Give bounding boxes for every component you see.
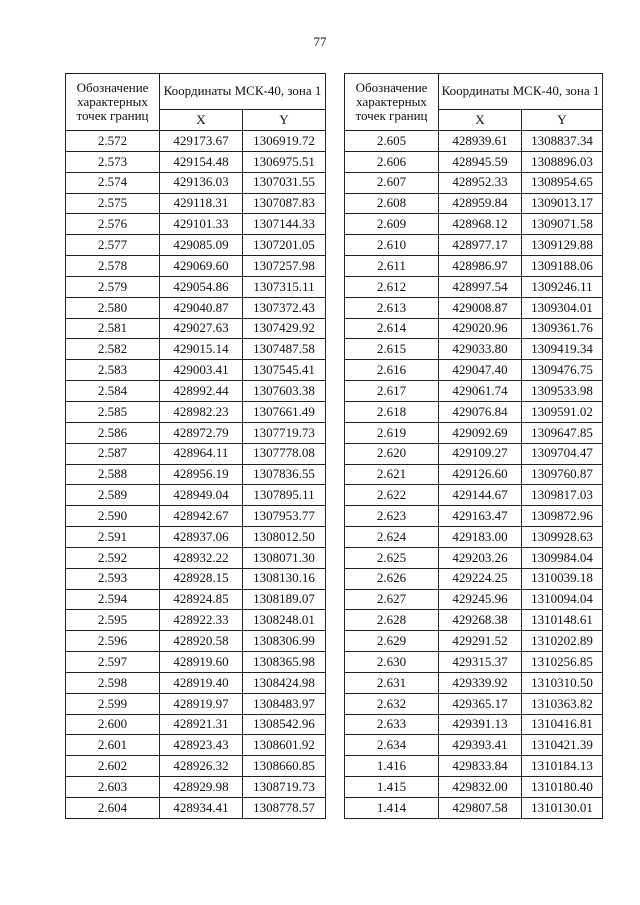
point-id-cell: 2.592 — [66, 547, 160, 568]
table-row — [66, 193, 326, 214]
x-coordinate-cell: 428939.61 — [439, 131, 522, 152]
y-coordinate-cell: 1307603.38 — [243, 381, 326, 402]
point-id-cell: 2.604 — [66, 798, 160, 819]
x-coordinate-cell: 429163.47 — [439, 506, 522, 527]
table-row — [66, 547, 326, 568]
table-row — [345, 631, 603, 652]
table-row — [66, 777, 326, 798]
coordinates-header: Координаты МСК-40, зона 1 — [160, 74, 326, 110]
y-coordinate-cell: 1309817.03 — [522, 485, 603, 506]
point-id-cell: 1.414 — [345, 798, 439, 819]
table-row — [345, 214, 603, 235]
table-row — [66, 672, 326, 693]
point-id-cell: 2.632 — [345, 693, 439, 714]
point-id-cell: 2.600 — [66, 714, 160, 735]
table-row — [345, 589, 603, 610]
y-coordinate-cell: 1310202.89 — [522, 631, 603, 652]
point-id-cell: 2.612 — [345, 276, 439, 297]
point-id-cell: 2.622 — [345, 485, 439, 506]
y-coordinate-cell: 1308601.92 — [243, 735, 326, 756]
point-id-cell: 2.617 — [345, 381, 439, 402]
table-row — [66, 297, 326, 318]
table-row — [345, 318, 603, 339]
point-id-cell: 2.574 — [66, 172, 160, 193]
point-id-cell: 2.616 — [345, 360, 439, 381]
table-row — [66, 443, 326, 464]
x-coordinate-cell: 429020.96 — [439, 318, 522, 339]
point-id-cell: 2.589 — [66, 485, 160, 506]
y-coordinate-cell: 1307895.11 — [243, 485, 326, 506]
coordinates-header: Координаты МСК-40, зона 1 — [439, 74, 603, 110]
point-id-cell: 2.598 — [66, 672, 160, 693]
table-row — [66, 527, 326, 548]
y-coordinate-cell: 1307201.05 — [243, 235, 326, 256]
x-coordinate-cell: 428956.19 — [160, 464, 243, 485]
y-coordinate-cell: 1309591.02 — [522, 401, 603, 422]
table-row — [345, 506, 603, 527]
y-coordinate-cell: 1308189.07 — [243, 589, 326, 610]
x-coordinate-cell: 429040.87 — [160, 297, 243, 318]
table-row — [345, 756, 603, 777]
point-id-cell: 2.621 — [345, 464, 439, 485]
table-row — [66, 506, 326, 527]
y-coordinate-cell: 1309129.88 — [522, 235, 603, 256]
point-id-cell: 2.593 — [66, 568, 160, 589]
x-coordinate-cell: 429268.38 — [439, 610, 522, 631]
x-coordinate-cell: 428977.17 — [439, 235, 522, 256]
x-coordinate-cell: 429315.37 — [439, 652, 522, 673]
point-id-cell: 2.606 — [345, 151, 439, 172]
x-coordinate-cell: 429183.00 — [439, 527, 522, 548]
x-coordinate-cell: 428986.97 — [439, 256, 522, 277]
point-id-cell: 2.584 — [66, 381, 160, 402]
y-coordinate-cell: 1308954.65 — [522, 172, 603, 193]
point-id-cell: 2.578 — [66, 256, 160, 277]
y-coordinate-cell: 1309419.34 — [522, 339, 603, 360]
x-coordinate-cell: 429154.48 — [160, 151, 243, 172]
coordinates-table-left — [65, 73, 326, 819]
table-row — [66, 339, 326, 360]
x-coordinate-cell: 429144.67 — [439, 485, 522, 506]
point-id-cell: 2.629 — [345, 631, 439, 652]
table-body-right — [345, 131, 603, 819]
table-row — [345, 714, 603, 735]
x-coordinate-cell: 429203.26 — [439, 547, 522, 568]
y-coordinate-cell: 1308719.73 — [243, 777, 326, 798]
x-coordinate-cell: 429393.41 — [439, 735, 522, 756]
x-coordinate-cell: 429076.84 — [439, 401, 522, 422]
x-coordinate-cell: 429807.58 — [439, 798, 522, 819]
y-coordinate-cell: 1306975.51 — [243, 151, 326, 172]
y-coordinate-cell: 1310256.85 — [522, 652, 603, 673]
table-row — [66, 693, 326, 714]
x-coordinate-cell: 428992.44 — [160, 381, 243, 402]
x-coordinate-cell: 429224.25 — [439, 568, 522, 589]
table-row — [345, 131, 603, 152]
y-coordinate-cell: 1309071.58 — [522, 214, 603, 235]
y-coordinate-cell: 1307429.92 — [243, 318, 326, 339]
x-coordinate-cell: 428922.33 — [160, 610, 243, 631]
page-number: 77 — [313, 34, 327, 49]
y-coordinate-cell: 1307372.43 — [243, 297, 326, 318]
y-coordinate-cell: 1307545.41 — [243, 360, 326, 381]
table-row — [345, 381, 603, 402]
y-coordinate-cell: 1308365.98 — [243, 652, 326, 673]
y-coordinate-cell: 1309304.01 — [522, 297, 603, 318]
y-coordinate-cell: 1308660.85 — [243, 756, 326, 777]
point-id-cell: 2.583 — [66, 360, 160, 381]
y-coordinate-cell: 1309872.96 — [522, 506, 603, 527]
point-id-cell: 2.626 — [345, 568, 439, 589]
y-coordinate-cell: 1307836.55 — [243, 464, 326, 485]
table-row — [345, 193, 603, 214]
table-row — [66, 735, 326, 756]
point-id-cell: 2.595 — [66, 610, 160, 631]
y-coordinate-cell: 1308778.57 — [243, 798, 326, 819]
x-coordinate-cell: 429061.74 — [439, 381, 522, 402]
point-id-cell: 2.633 — [345, 714, 439, 735]
point-id-cell: 2.630 — [345, 652, 439, 673]
table-row — [345, 151, 603, 172]
x-coordinate-cell: 428959.84 — [439, 193, 522, 214]
y-coordinate-cell: 1308483.97 — [243, 693, 326, 714]
point-id-cell: 2.627 — [345, 589, 439, 610]
point-id-cell: 2.577 — [66, 235, 160, 256]
x-coordinate-cell: 428949.04 — [160, 485, 243, 506]
table-row — [345, 360, 603, 381]
x-coordinate-cell: 428929.98 — [160, 777, 243, 798]
y-coordinate-cell: 1308071.30 — [243, 547, 326, 568]
y-coordinate-cell: 1308012.50 — [243, 527, 326, 548]
point-id-cell: 2.581 — [66, 318, 160, 339]
x-coordinate-cell: 428919.60 — [160, 652, 243, 673]
table-row — [345, 422, 603, 443]
x-coordinate-cell: 429015.14 — [160, 339, 243, 360]
table-row — [345, 485, 603, 506]
x-coordinate-cell: 429003.41 — [160, 360, 243, 381]
table-body-left — [66, 131, 326, 819]
table-row — [66, 756, 326, 777]
x-coordinate-cell: 428997.54 — [439, 276, 522, 297]
table-row — [66, 610, 326, 631]
y-coordinate-cell: 1309704.47 — [522, 443, 603, 464]
y-coordinate-cell: 1310094.04 — [522, 589, 603, 610]
point-id-cell: 2.624 — [345, 527, 439, 548]
point-id-cell: 2.615 — [345, 339, 439, 360]
y-coordinate-cell: 1310148.61 — [522, 610, 603, 631]
point-id-cell: 1.415 — [345, 777, 439, 798]
x-coordinate-cell: 429033.80 — [439, 339, 522, 360]
point-id-cell: 2.608 — [345, 193, 439, 214]
y-coordinate-cell: 1308130.16 — [243, 568, 326, 589]
y-coordinate-cell: 1308248.01 — [243, 610, 326, 631]
x-coordinate-cell: 428945.59 — [439, 151, 522, 172]
table-row — [345, 735, 603, 756]
y-column-header: Y — [522, 109, 603, 130]
x-coordinate-cell: 428972.79 — [160, 422, 243, 443]
point-id-cell: 2.582 — [66, 339, 160, 360]
table-row — [66, 631, 326, 652]
x-coordinate-cell: 429085.09 — [160, 235, 243, 256]
y-coordinate-cell: 1307661.49 — [243, 401, 326, 422]
point-id-cell: 2.599 — [66, 693, 160, 714]
y-coordinate-cell: 1307953.77 — [243, 506, 326, 527]
y-coordinate-cell: 1307487.58 — [243, 339, 326, 360]
point-id-cell: 2.607 — [345, 172, 439, 193]
table-row — [345, 610, 603, 631]
point-id-cell: 2.611 — [345, 256, 439, 277]
point-id-cell: 1.416 — [345, 756, 439, 777]
point-id-cell: 2.601 — [66, 735, 160, 756]
table-row — [345, 798, 603, 819]
y-coordinate-cell: 1310310.50 — [522, 672, 603, 693]
point-id-cell: 2.605 — [345, 131, 439, 152]
point-id-cell: 2.588 — [66, 464, 160, 485]
point-id-cell: 2.628 — [345, 610, 439, 631]
x-coordinate-cell: 429832.00 — [439, 777, 522, 798]
coordinates-table-right — [344, 73, 603, 819]
table-row — [345, 443, 603, 464]
y-coordinate-cell: 1310039.18 — [522, 568, 603, 589]
table-row — [345, 256, 603, 277]
point-id-cell: 2.576 — [66, 214, 160, 235]
table-row — [66, 214, 326, 235]
y-coordinate-cell: 1310184.13 — [522, 756, 603, 777]
x-coordinate-cell: 428937.06 — [160, 527, 243, 548]
x-coordinate-cell: 428952.33 — [439, 172, 522, 193]
y-coordinate-cell: 1308424.98 — [243, 672, 326, 693]
table-row — [345, 172, 603, 193]
table-row — [66, 131, 326, 152]
point-id-cell: 2.620 — [345, 443, 439, 464]
point-id-cell: 2.614 — [345, 318, 439, 339]
x-coordinate-cell: 429173.67 — [160, 131, 243, 152]
x-coordinate-cell: 429069.60 — [160, 256, 243, 277]
point-id-cell: 2.594 — [66, 589, 160, 610]
point-id-cell: 2.597 — [66, 652, 160, 673]
y-coordinate-cell: 1307778.08 — [243, 443, 326, 464]
point-id-cell: 2.609 — [345, 214, 439, 235]
table-row — [66, 798, 326, 819]
x-column-header: X — [160, 109, 243, 130]
table-row — [66, 464, 326, 485]
y-coordinate-cell: 1310421.39 — [522, 735, 603, 756]
y-coordinate-cell: 1309476.75 — [522, 360, 603, 381]
point-designation-header: Обозначение характерных точек границ — [66, 74, 160, 131]
point-id-cell: 2.580 — [66, 297, 160, 318]
x-coordinate-cell: 429101.33 — [160, 214, 243, 235]
x-column-header: X — [439, 109, 522, 130]
y-coordinate-cell: 1309533.98 — [522, 381, 603, 402]
x-coordinate-cell: 428968.12 — [439, 214, 522, 235]
point-id-cell: 2.610 — [345, 235, 439, 256]
x-coordinate-cell: 429008.87 — [439, 297, 522, 318]
x-coordinate-cell: 429291.52 — [439, 631, 522, 652]
x-coordinate-cell: 428919.97 — [160, 693, 243, 714]
table-row — [66, 360, 326, 381]
table-row — [66, 485, 326, 506]
x-coordinate-cell: 428923.43 — [160, 735, 243, 756]
table-row — [66, 172, 326, 193]
point-id-cell: 2.591 — [66, 527, 160, 548]
table-row — [66, 589, 326, 610]
point-id-cell: 2.618 — [345, 401, 439, 422]
y-coordinate-cell: 1307257.98 — [243, 256, 326, 277]
x-coordinate-cell: 429118.31 — [160, 193, 243, 214]
table-row — [345, 527, 603, 548]
point-id-cell: 2.585 — [66, 401, 160, 422]
x-coordinate-cell: 429027.63 — [160, 318, 243, 339]
x-coordinate-cell: 428921.31 — [160, 714, 243, 735]
x-coordinate-cell: 429092.69 — [439, 422, 522, 443]
y-coordinate-cell: 1307144.33 — [243, 214, 326, 235]
y-coordinate-cell: 1308542.96 — [243, 714, 326, 735]
x-coordinate-cell: 428932.22 — [160, 547, 243, 568]
point-id-cell: 2.596 — [66, 631, 160, 652]
table-row — [345, 235, 603, 256]
y-coordinate-cell: 1309647.85 — [522, 422, 603, 443]
table-row — [345, 652, 603, 673]
x-coordinate-cell: 428926.32 — [160, 756, 243, 777]
table-row — [66, 714, 326, 735]
y-coordinate-cell: 1307031.55 — [243, 172, 326, 193]
table-row — [66, 235, 326, 256]
y-column-header: Y — [243, 109, 326, 130]
point-id-cell: 2.586 — [66, 422, 160, 443]
table-row — [345, 777, 603, 798]
table-row — [66, 276, 326, 297]
x-coordinate-cell: 429054.86 — [160, 276, 243, 297]
table-row — [66, 318, 326, 339]
point-id-cell: 2.590 — [66, 506, 160, 527]
point-id-cell: 2.613 — [345, 297, 439, 318]
y-coordinate-cell: 1309013.17 — [522, 193, 603, 214]
point-id-cell: 2.573 — [66, 151, 160, 172]
table-row — [345, 297, 603, 318]
point-id-cell: 2.602 — [66, 756, 160, 777]
point-id-cell: 2.631 — [345, 672, 439, 693]
x-coordinate-cell: 429833.84 — [439, 756, 522, 777]
table-row — [66, 401, 326, 422]
point-designation-header: Обозначение характерных точек границ — [345, 74, 439, 131]
table-row — [66, 652, 326, 673]
y-coordinate-cell: 1308896.03 — [522, 151, 603, 172]
x-coordinate-cell: 429365.17 — [439, 693, 522, 714]
table-row — [345, 568, 603, 589]
table-row — [345, 276, 603, 297]
point-id-cell: 2.619 — [345, 422, 439, 443]
table-row — [345, 547, 603, 568]
point-id-cell: 2.572 — [66, 131, 160, 152]
table-row — [66, 151, 326, 172]
x-coordinate-cell: 428942.67 — [160, 506, 243, 527]
x-coordinate-cell: 429136.03 — [160, 172, 243, 193]
table-row — [345, 693, 603, 714]
point-id-cell: 2.579 — [66, 276, 160, 297]
table-row — [345, 401, 603, 422]
table-row — [66, 381, 326, 402]
x-coordinate-cell: 429245.96 — [439, 589, 522, 610]
point-id-cell: 2.623 — [345, 506, 439, 527]
table-row — [345, 464, 603, 485]
point-id-cell: 2.575 — [66, 193, 160, 214]
table-row — [345, 672, 603, 693]
y-coordinate-cell: 1306919.72 — [243, 131, 326, 152]
y-coordinate-cell: 1309246.11 — [522, 276, 603, 297]
y-coordinate-cell: 1308306.99 — [243, 631, 326, 652]
table-row — [345, 339, 603, 360]
x-coordinate-cell: 428934.41 — [160, 798, 243, 819]
x-coordinate-cell: 428920.58 — [160, 631, 243, 652]
x-coordinate-cell: 429109.27 — [439, 443, 522, 464]
point-id-cell: 2.587 — [66, 443, 160, 464]
y-coordinate-cell: 1310130.01 — [522, 798, 603, 819]
y-coordinate-cell: 1307315.11 — [243, 276, 326, 297]
point-id-cell: 2.603 — [66, 777, 160, 798]
point-id-cell: 2.634 — [345, 735, 439, 756]
y-coordinate-cell: 1310180.40 — [522, 777, 603, 798]
y-coordinate-cell: 1310416.81 — [522, 714, 603, 735]
x-coordinate-cell: 428924.85 — [160, 589, 243, 610]
x-coordinate-cell: 429047.40 — [439, 360, 522, 381]
y-coordinate-cell: 1309984.04 — [522, 547, 603, 568]
y-coordinate-cell: 1308837.34 — [522, 131, 603, 152]
table-row — [66, 422, 326, 443]
x-coordinate-cell: 428928.15 — [160, 568, 243, 589]
table-row — [66, 568, 326, 589]
y-coordinate-cell: 1309188.06 — [522, 256, 603, 277]
y-coordinate-cell: 1309760.87 — [522, 464, 603, 485]
y-coordinate-cell: 1307087.83 — [243, 193, 326, 214]
y-coordinate-cell: 1310363.82 — [522, 693, 603, 714]
table-row — [66, 256, 326, 277]
y-coordinate-cell: 1309928.63 — [522, 527, 603, 548]
x-coordinate-cell: 429391.13 — [439, 714, 522, 735]
x-coordinate-cell: 428919.40 — [160, 672, 243, 693]
x-coordinate-cell: 428982.23 — [160, 401, 243, 422]
y-coordinate-cell: 1309361.76 — [522, 318, 603, 339]
x-coordinate-cell: 429126.60 — [439, 464, 522, 485]
x-coordinate-cell: 429339.92 — [439, 672, 522, 693]
x-coordinate-cell: 428964.11 — [160, 443, 243, 464]
point-id-cell: 2.625 — [345, 547, 439, 568]
y-coordinate-cell: 1307719.73 — [243, 422, 326, 443]
